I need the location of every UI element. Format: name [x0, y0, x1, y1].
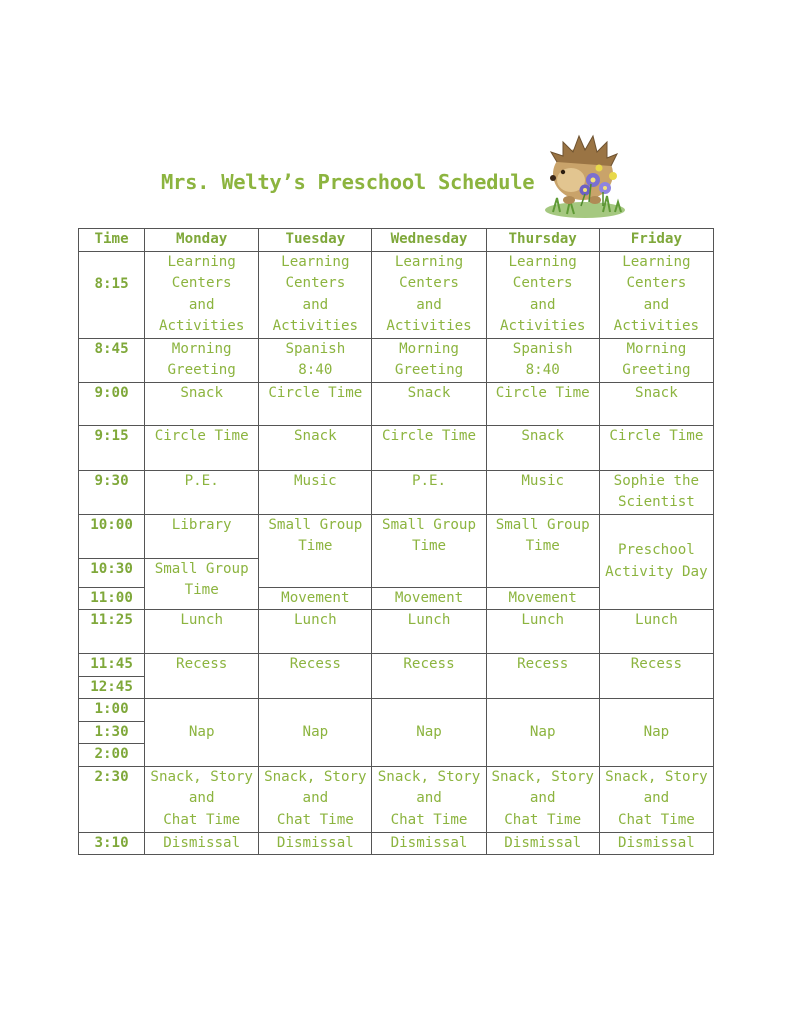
time-cell: 11:45 [79, 654, 145, 677]
table-row [79, 610, 714, 654]
activity-cell: Morning Greeting [145, 338, 259, 382]
header-wednesday: Wednesday [372, 229, 486, 252]
activity-cell: Morning Greeting [372, 338, 486, 382]
table-row [79, 654, 714, 677]
activity-cell: Small Group Time [259, 514, 372, 587]
activity-cell: Snack, Story and Chat Time [372, 766, 486, 832]
activity-cell: Small Group Time [145, 558, 259, 610]
activity-cell: Music [259, 470, 372, 514]
activity-cell: Circle Time [259, 382, 372, 425]
time-cell: 11:00 [79, 587, 145, 610]
activity-cell: Dismissal [486, 832, 599, 855]
activity-cell: Snack, Story and Chat Time [259, 766, 372, 832]
activity-cell: Nap [372, 699, 486, 767]
activity-cell: Circle Time [372, 425, 486, 470]
activity-cell: Dismissal [259, 832, 372, 855]
activity-cell: Spanish 8:40 [486, 338, 599, 382]
activity-cell: Nap [259, 699, 372, 767]
activity-cell: Recess [259, 654, 372, 699]
activity-cell: Movement [372, 587, 486, 610]
time-cell: 2:30 [79, 766, 145, 832]
activity-cell: Recess [486, 654, 599, 699]
activity-cell: Snack, Story and Chat Time [599, 766, 713, 832]
time-cell: 12:45 [79, 676, 145, 699]
time-cell: 8:45 [79, 338, 145, 382]
activity-cell: Learning Centers and Activities [259, 251, 372, 338]
activity-cell: Music [486, 470, 599, 514]
activity-cell: Library [145, 514, 259, 558]
activity-cell: Circle Time [145, 425, 259, 470]
activity-cell: Lunch [259, 610, 372, 654]
activity-cell: Recess [145, 654, 259, 699]
table-row [79, 382, 714, 425]
activity-cell: Nap [486, 699, 599, 767]
time-cell: 8:15 [79, 251, 145, 338]
activity-cell: Movement [259, 587, 372, 610]
activity-cell: Preschool Activity Day [599, 514, 713, 610]
schedule-table [78, 228, 714, 855]
table-row [79, 470, 714, 514]
time-cell: 2:00 [79, 744, 145, 767]
activity-cell: Snack [145, 382, 259, 425]
activity-cell: P.E. [372, 470, 486, 514]
time-cell: 11:25 [79, 610, 145, 654]
table-row [79, 251, 714, 338]
time-cell: 9:30 [79, 470, 145, 514]
activity-cell: Snack [259, 425, 372, 470]
time-cell: 3:10 [79, 832, 145, 855]
time-cell: 10:30 [79, 558, 145, 587]
table-row [79, 514, 714, 558]
activity-cell: Morning Greeting [599, 338, 713, 382]
table-row [79, 699, 714, 722]
activity-cell: Recess [599, 654, 713, 699]
activity-cell: Sophie the Scientist [599, 470, 713, 514]
activity-cell: Learning Centers and Activities [599, 251, 713, 338]
activity-cell: Circle Time [599, 425, 713, 470]
activity-cell: Lunch [372, 610, 486, 654]
activity-cell: Movement [486, 587, 599, 610]
header-thursday: Thursday [486, 229, 599, 252]
header-time: Time [79, 229, 145, 252]
activity-cell: Learning Centers and Activities [372, 251, 486, 338]
time-cell: 10:00 [79, 514, 145, 558]
activity-cell: Spanish 8:40 [259, 338, 372, 382]
time-cell: 9:00 [79, 382, 145, 425]
activity-cell: Nap [599, 699, 713, 767]
header-row [79, 229, 714, 252]
activity-cell: Dismissal [145, 832, 259, 855]
time-cell: 9:15 [79, 425, 145, 470]
table-row [79, 338, 714, 382]
time-cell: 1:00 [79, 699, 145, 722]
time-cell: 1:30 [79, 721, 145, 744]
header-friday: Friday [599, 229, 713, 252]
activity-cell: Snack [372, 382, 486, 425]
activity-cell: Recess [372, 654, 486, 699]
activity-cell: Learning Centers and Activities [486, 251, 599, 338]
activity-cell: Dismissal [599, 832, 713, 855]
activity-cell: Snack, Story and Chat Time [145, 766, 259, 832]
activity-cell: Lunch [486, 610, 599, 654]
table-row [79, 425, 714, 470]
activity-cell: Circle Time [486, 382, 599, 425]
header-monday: Monday [145, 229, 259, 252]
activity-cell: Snack, Story and Chat Time [486, 766, 599, 832]
activity-cell: Snack [486, 425, 599, 470]
activity-cell: Small Group Time [372, 514, 486, 587]
header-tuesday: Tuesday [259, 229, 372, 252]
activity-cell: Small Group Time [486, 514, 599, 587]
activity-cell: Snack [599, 382, 713, 425]
activity-cell: Nap [145, 699, 259, 767]
activity-cell: Lunch [145, 610, 259, 654]
activity-cell: Learning Centers and Activities [145, 251, 259, 338]
activity-cell: Dismissal [372, 832, 486, 855]
table-row [79, 832, 714, 855]
table-row [79, 766, 714, 832]
activity-cell: P.E. [145, 470, 259, 514]
activity-cell: Lunch [599, 610, 713, 654]
hedgehog-with-flowers-icon [533, 122, 635, 222]
page-title: Mrs. Welty’s Preschool Schedule [161, 170, 535, 194]
